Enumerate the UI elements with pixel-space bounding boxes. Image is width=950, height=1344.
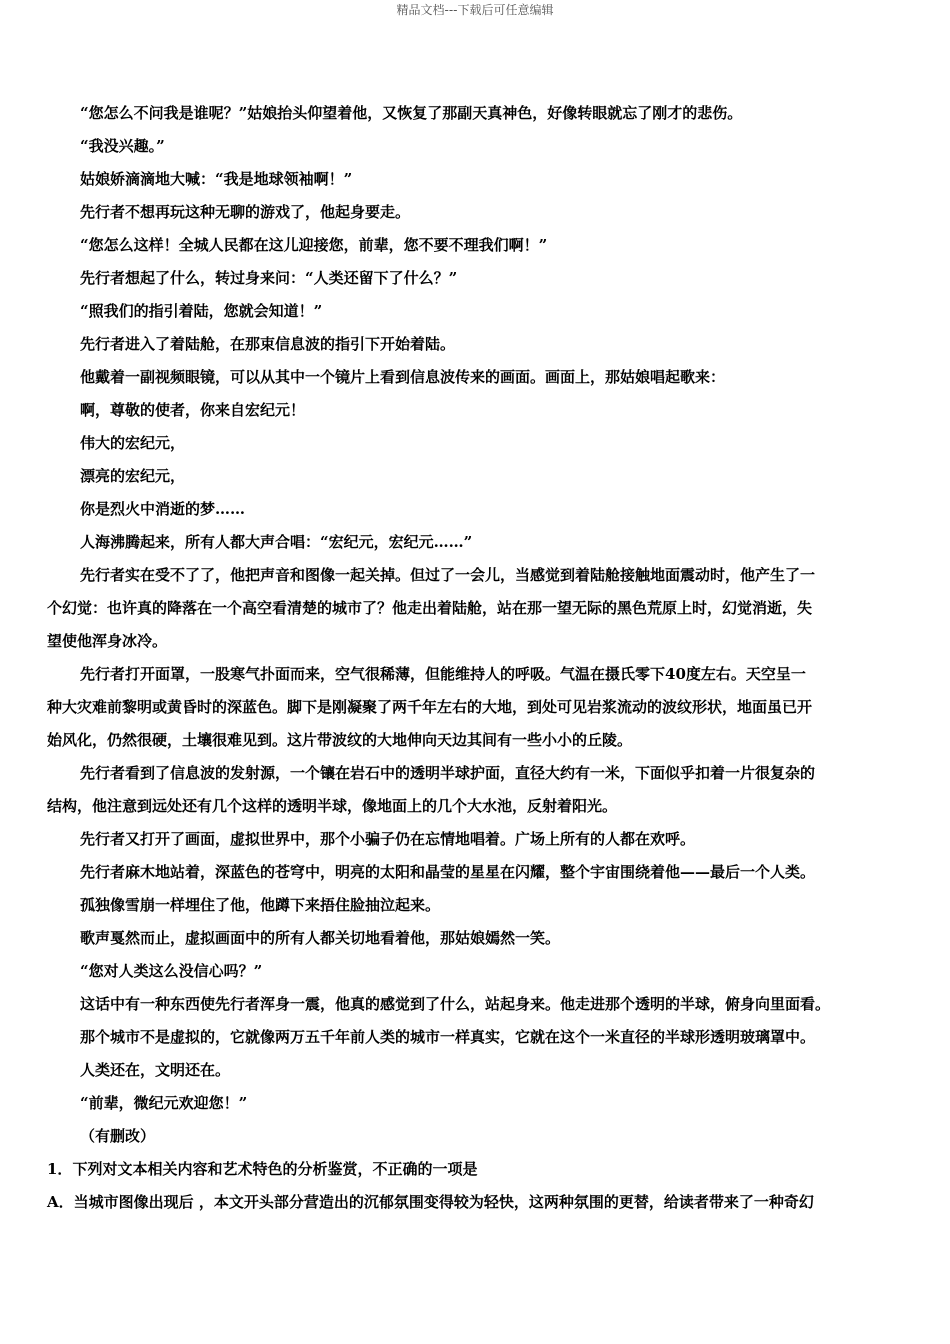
paragraph bbox=[47, 658, 907, 757]
text-line: 孤独像雪崩一样埋住了他，他蹲下来捂住脸抽泣起来。 bbox=[80, 896, 441, 914]
paragraph-line: 结构，他注意到远处还有几个这样的透明半球，像地面上的几个大水池，反射着阳光。 bbox=[47, 797, 618, 815]
option-label: A． bbox=[47, 1193, 74, 1211]
paragraph bbox=[47, 757, 907, 823]
paragraph-line: 先行者实在受不了了，他把声音和图像一起关掉。但过了一会儿，当感觉到着陆舱接触地面震动时，他产生了一 bbox=[80, 566, 816, 584]
document-body bbox=[47, 97, 907, 1219]
page-header: 精品文档---下载后可任意编辑 bbox=[396, 3, 554, 17]
question-number: 1． bbox=[47, 1160, 73, 1178]
source-note: （有删改） bbox=[80, 1127, 156, 1145]
text-line: 先行者又打开了画面，虚拟世界中，那个小骗子仍在忘情地唱着。广场上所有的人都在欢呼。 bbox=[80, 830, 696, 848]
text-line: 先行者进入了着陆舱，在那束信息波的指引下开始着陆。 bbox=[80, 335, 456, 353]
text-line: “您怎么这样！全城人民都在这儿迎接您，前辈，您不要不理我们啊！” bbox=[80, 236, 548, 254]
text-line: 先行者不想再玩这种无聊的游戏了，他起身要走。 bbox=[80, 203, 411, 221]
text-line: 漂亮的宏纪元， bbox=[80, 467, 186, 485]
text-line: 歌声戛然而止，虚拟画面中的所有人都关切地看着他，那姑娘嫣然一笑。 bbox=[80, 929, 561, 947]
text-line: “我没兴趣。” bbox=[80, 137, 165, 155]
text-line: 人海沸腾起来，所有人都大声合唱：“宏纪元，宏纪元……” bbox=[80, 533, 473, 551]
text-line: “您怎么不问我是谁呢？”姑娘抬头仰望着他，又恢复了那副天真神色，好像转眼就忘了刚才的悲伤。 bbox=[80, 104, 743, 122]
text-line: 人类还在，文明还在。 bbox=[80, 1061, 231, 1079]
text-line: 姑娘娇滴滴地大喊：“我是地球领袖啊！” bbox=[80, 170, 353, 188]
question-1 bbox=[47, 1153, 907, 1186]
option-text: 当城市图像出现后 ，本文开头部分营造出的沉郁氛围变得较为轻快，这两种氛围的更替，给读者带来了一种奇幻 bbox=[73, 1193, 814, 1211]
paragraph-line: 望使他浑身冰冷。 bbox=[47, 632, 168, 650]
text-line: 他戴着一副视频眼镜，可以从其中一个镜片上看到信息波传来的画面。画面上，那姑娘唱起歌来： bbox=[80, 368, 726, 386]
paragraph-line: 始风化，仍然很硬，土壤很难见到。这片带波纹的大地伸向天边其间有一些小小的丘陵。 bbox=[47, 731, 633, 749]
text-line: “照我们的指引着陆，您就会知道！” bbox=[80, 302, 323, 320]
text-line: 啊，尊敬的使者，你来自宏纪元！ bbox=[80, 401, 306, 419]
paragraph-line: 先行者打开面罩，一股寒气扑面而来，空气很稀薄，但能维持人的呼吸。气温在摄氏零下40度左右。天空呈一 bbox=[80, 665, 806, 683]
option-a bbox=[47, 1186, 907, 1219]
paragraph-line: 种大灾难前黎明或黄昏时的深蓝色。脚下是刚凝聚了两千年左右的大地，到处可见岩浆流动的波纹形状，地面虽已开 bbox=[47, 698, 813, 716]
paragraph bbox=[47, 559, 907, 658]
text-line: 那个城市不是虚拟的，它就像两万五千年前人类的城市一样真实，它就在这个一米直径的半球形透明玻璃罩中。 bbox=[80, 1028, 816, 1046]
paragraph-line: 个幻觉：也许真的降落在一个高空看清楚的城市了？他走出着陆舱，站在那一望无际的黑色荒原上时，幻觉消逝，失 bbox=[47, 599, 813, 617]
text-line: 伟大的宏纪元， bbox=[80, 434, 186, 452]
text-line: 先行者想起了什么，转过身来问：“人类还留下了什么？” bbox=[80, 269, 458, 287]
text-line: 先行者麻木地站着，深蓝色的苍穹中，明亮的太阳和晶莹的星星在闪耀，整个宇宙围绕着他——最后一个人类。 bbox=[80, 863, 816, 881]
text-line: “您对人类这么没信心吗？” bbox=[80, 962, 263, 980]
text-line: 这话中有一种东西使先行者浑身一震，他真的感觉到了什么，站起身来。他走进那个透明的半球，俯身向里面看。 bbox=[80, 995, 831, 1013]
question-text: 下列对文本相关内容和艺术特色的分析鉴赏，不正确的一项是 bbox=[72, 1160, 478, 1178]
paragraph-line: 先行者看到了信息波的发射源，一个镶在岩石中的透明半球护面，直径大约有一米，下面似乎扣着一片很复杂的 bbox=[80, 764, 816, 782]
text-line: “前辈，微纪元欢迎您！” bbox=[80, 1094, 248, 1112]
text-line: 你是烈火中消逝的梦…… bbox=[80, 500, 246, 518]
